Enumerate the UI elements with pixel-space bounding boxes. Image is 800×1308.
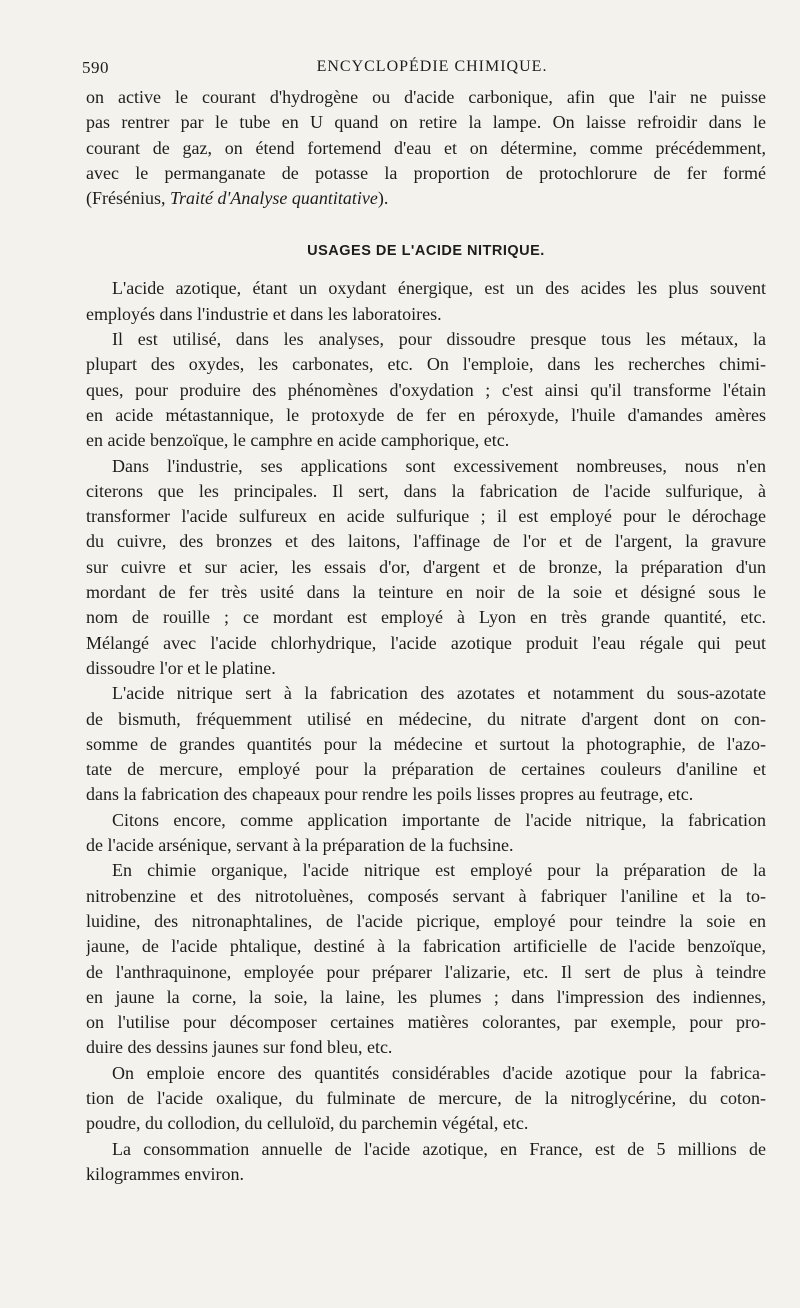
text-line: tate de mercure, employé pour la préparation de certaines couleurs d'aniline et: [86, 759, 766, 780]
text-line: Citons encore, comme application importante de l'acide nitrique, la fabrication: [112, 809, 766, 830]
text-line: de l'anthraquinone, employée pour préparer l'alizarie, etc. Il sert de plus à teindre: [86, 961, 766, 982]
paragraph: [86, 327, 766, 453]
text-line: dissoudre l'or et le platine.: [86, 657, 276, 678]
paragraph: [86, 276, 766, 327]
text-line: jaune, de l'acide phtalique, destiné à la fabrication artificielle de l'acide benzoïque,: [86, 936, 766, 957]
text-line: luidine, des nitronaphtalines, de l'acide picrique, employé pour teindre la soie en: [86, 910, 766, 931]
text-line: transformer l'acide sulfureux en acide sulfurique ; il est employé pour le dérochage: [86, 506, 766, 527]
text-line: sur cuivre et sur acier, les essais d'or, d'argent et de bronze, la préparation d'un: [86, 556, 766, 577]
text-line: mordant de fer très usité dans la teinture en noir de la soie et désigné sous le: [86, 582, 766, 603]
page-header: [82, 58, 782, 82]
text-line: avec le permanganate de potasse la proportion de protochlorure de fer formé: [86, 162, 766, 183]
paragraph: [86, 454, 766, 682]
text-line: employés dans l'industrie et dans les laboratoires.: [86, 303, 442, 324]
paragraph: [86, 808, 766, 859]
text-line: La consommation annuelle de l'acide azotique, en France, est de 5 millions de: [112, 1138, 766, 1159]
text-line: du cuivre, des bronzes et des laitons, l'affinage de l'or et de l'argent, la gravure: [86, 531, 766, 552]
text-line: on active le courant d'hydrogène ou d'acide carbonique, afin que l'air ne puisse: [86, 87, 766, 107]
text-line: L'acide azotique, étant un oxydant énergique, est un des acides les plus souvent: [112, 278, 766, 299]
text-line: nom de rouille ; ce mordant est employé à Lyon en très grande quantité, etc.: [86, 607, 766, 628]
section-title: USAGES DE L'ACIDE NITRIQUE.: [307, 243, 545, 260]
paragraph: [86, 681, 766, 807]
paragraphs: [86, 276, 766, 1187]
text-line: en jaune la corne, la soie, la laine, les plumes ; dans l'impression des indiennes,: [86, 986, 766, 1007]
text-line: En chimie organique, l'acide nitrique est employé pour la préparation de la: [112, 860, 766, 881]
text-line: tion de l'acide oxalique, du fulminate de mercure, de la nitroglycérine, du coton-: [86, 1087, 766, 1108]
text-line: de l'acide arsénique, servant à la préparation de la fuchsine.: [86, 835, 514, 856]
text-line: somme de grandes quantités pour la médecine et surtout la photographie, de l'azo-: [86, 733, 766, 754]
running-title: ENCYCLOPÉDIE CHIMIQUE.: [316, 58, 548, 75]
reference-open: (Frésénius,: [86, 188, 166, 209]
paragraph: [86, 1061, 766, 1137]
paragraph: [86, 1137, 766, 1188]
text-line: nitrobenzine et des nitrotoluènes, composés servant à fabriquer l'aniline et la to-: [86, 885, 766, 906]
text-line: Mélangé avec l'acide chlorhydrique, l'acide azotique produit l'eau régale qui peut: [86, 632, 766, 653]
text-line: On emploie encore des quantités considérables d'acide azotique pour la fabrica-: [112, 1062, 766, 1083]
text-line: poudre, du collodion, du celluloïd, du parchemin végétal, etc.: [86, 1113, 529, 1134]
text-line: plupart des oxydes, les carbonates, etc. On l'emploie, dans les recherches chimi-: [86, 354, 766, 375]
reference-close: ).: [377, 188, 389, 209]
text-line: L'acide nitrique sert à la fabrication des azotates et notamment du sous-azotate: [112, 683, 766, 704]
text-line: de bismuth, fréquemment utilisé en médecine, du nitrate d'argent dont on con-: [86, 708, 766, 729]
page-number: 590: [82, 58, 109, 77]
paragraph: [86, 858, 766, 1060]
text-line: Il est utilisé, dans les analyses, pour dissoudre presque tous les métaux, la: [112, 329, 766, 350]
body-text: [86, 85, 766, 1187]
text-line: ques, pour produire des phénomènes d'oxydation ; c'est ainsi qu'il transforme l'étain: [86, 379, 766, 400]
intro-paragraph: [86, 85, 766, 211]
reference-line: [86, 186, 766, 211]
text-line: kilogrammes environ.: [86, 1163, 244, 1184]
text-line: pas rentrer par le tube en U quand on retire la lampe. On laisse refroidir dans le: [86, 112, 766, 133]
reference-title: Traité d'Analyse quantitative: [170, 188, 378, 209]
text-line: courant de gaz, on étend fortemend d'eau et on détermine, comme précédemment,: [86, 137, 766, 158]
text-line: citerons que les principales. Il sert, dans la fabrication de l'acide sulfurique, à: [86, 480, 766, 501]
text-line: Dans l'industrie, ses applications sont excessivement nombreuses, nous n'en: [112, 455, 766, 476]
text-line: dans la fabrication des chapeaux pour rendre les poils lisses propres au feutrage, etc.: [86, 784, 694, 805]
text-line: en acide benzoïque, le camphre en acide camphorique, etc.: [86, 430, 510, 451]
text-line: duire des dessins jaunes sur fond bleu, etc.: [86, 1037, 393, 1058]
text-line: en acide métastannique, le protoxyde de fer en péroxyde, l'huile d'amandes amères: [86, 404, 766, 425]
text-line: on l'utilise pour décomposer certaines matières colorantes, par exemple, pour pro-: [86, 1012, 766, 1033]
